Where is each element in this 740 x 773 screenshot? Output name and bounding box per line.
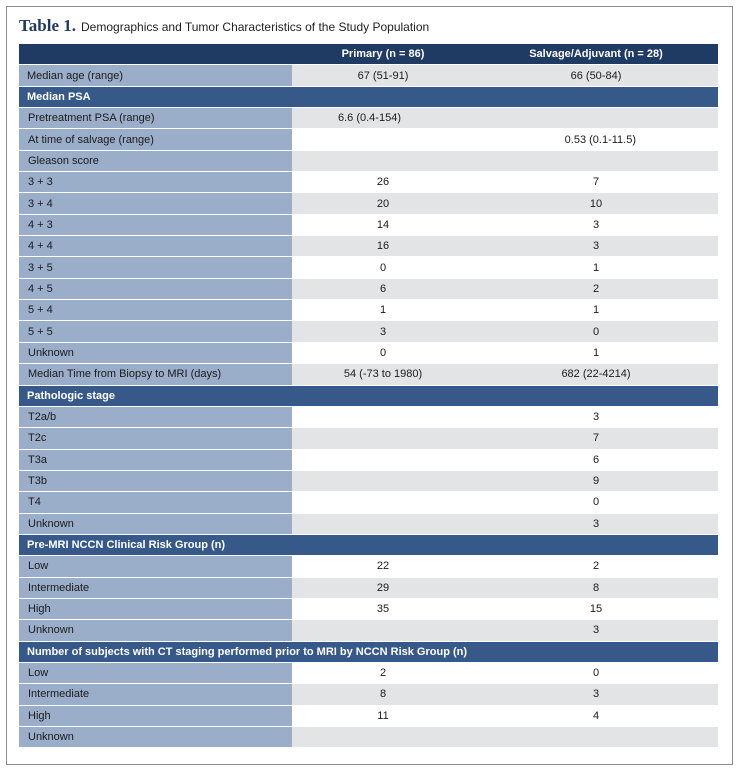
table-caption: Demographics and Tumor Characteristics of the Study Population bbox=[81, 20, 430, 34]
section-filler bbox=[474, 386, 718, 407]
table-row bbox=[19, 321, 718, 342]
row-label: 5 + 4 bbox=[19, 300, 292, 321]
primary-value: 6 bbox=[292, 279, 474, 300]
primary-value: 54 (-73 to 1980) bbox=[292, 364, 474, 385]
row-label: 4 + 5 bbox=[19, 279, 292, 300]
salvage-value: 3 bbox=[474, 620, 718, 641]
primary-value: 8 bbox=[292, 684, 474, 705]
primary-value: 3 bbox=[292, 321, 474, 342]
primary-value bbox=[292, 492, 474, 513]
primary-value: 67 (51-91) bbox=[292, 65, 474, 86]
row-label: 3 + 5 bbox=[19, 257, 292, 278]
table-row bbox=[19, 599, 718, 620]
salvage-value: 6 bbox=[474, 450, 718, 471]
header-label-cell bbox=[19, 44, 292, 65]
row-label: High bbox=[19, 706, 292, 727]
demographics-table bbox=[19, 44, 718, 748]
table-row bbox=[19, 684, 718, 705]
header-salvage: Salvage/Adjuvant (n = 28) bbox=[474, 44, 718, 65]
section-filler bbox=[474, 87, 718, 108]
section-header-row bbox=[19, 87, 718, 108]
table-row bbox=[19, 663, 718, 684]
salvage-value: 2 bbox=[474, 556, 718, 577]
table-row bbox=[19, 471, 718, 492]
table-row bbox=[19, 428, 718, 449]
primary-value bbox=[292, 407, 474, 428]
table-row bbox=[19, 450, 718, 471]
header-primary: Primary (n = 86) bbox=[292, 44, 474, 65]
salvage-value: 0 bbox=[474, 492, 718, 513]
primary-value: 6.6 (0.4-154) bbox=[292, 108, 474, 129]
salvage-value: 7 bbox=[474, 428, 718, 449]
section-label: Pre-MRI NCCN Clinical Risk Group (n) bbox=[19, 535, 292, 556]
primary-value: 0 bbox=[292, 343, 474, 364]
section-label: Pathologic stage bbox=[19, 386, 292, 407]
table-title bbox=[19, 16, 429, 40]
row-label: T3a bbox=[19, 450, 292, 471]
row-label: 4 + 3 bbox=[19, 215, 292, 236]
row-label: Unknown bbox=[19, 514, 292, 535]
primary-value: 1 bbox=[292, 300, 474, 321]
row-label: Intermediate bbox=[19, 578, 292, 599]
salvage-value: 7 bbox=[474, 172, 718, 193]
salvage-value: 2 bbox=[474, 279, 718, 300]
primary-value: 22 bbox=[292, 556, 474, 577]
table-row bbox=[19, 556, 718, 577]
section-header-row bbox=[19, 386, 718, 407]
salvage-value: 3 bbox=[474, 407, 718, 428]
row-label: Intermediate bbox=[19, 684, 292, 705]
table-row bbox=[19, 129, 718, 150]
table-row bbox=[19, 492, 718, 513]
table-row bbox=[19, 108, 718, 129]
section-label: Median PSA bbox=[19, 87, 292, 108]
salvage-value: 1 bbox=[474, 257, 718, 278]
table-row bbox=[19, 279, 718, 300]
salvage-value: 4 bbox=[474, 706, 718, 727]
row-label: T3b bbox=[19, 471, 292, 492]
row-label: High bbox=[19, 599, 292, 620]
row-label: Unknown bbox=[19, 343, 292, 364]
row-label: Low bbox=[19, 663, 292, 684]
row-label: Pretreatment PSA (range) bbox=[19, 108, 292, 129]
primary-value bbox=[292, 514, 474, 535]
table-row bbox=[19, 172, 718, 193]
row-label: Gleason score bbox=[19, 151, 292, 172]
primary-value: 35 bbox=[292, 599, 474, 620]
salvage-value: 0 bbox=[474, 663, 718, 684]
primary-value: 14 bbox=[292, 215, 474, 236]
primary-value bbox=[292, 727, 474, 748]
row-label: Unknown bbox=[19, 727, 292, 748]
primary-value bbox=[292, 450, 474, 471]
section-label: Number of subjects with CT staging performed prior to MRI by NCCN Risk Group (n) bbox=[19, 642, 718, 663]
section-header-row bbox=[19, 642, 718, 663]
primary-value: 2 bbox=[292, 663, 474, 684]
salvage-value: 8 bbox=[474, 578, 718, 599]
section-filler bbox=[292, 87, 474, 108]
salvage-value bbox=[474, 108, 718, 129]
table-row bbox=[19, 407, 718, 428]
salvage-value bbox=[474, 727, 718, 748]
row-label: Median age (range) bbox=[19, 65, 292, 86]
row-label: T4 bbox=[19, 492, 292, 513]
primary-value bbox=[292, 471, 474, 492]
row-label: Median Time from Biopsy to MRI (days) bbox=[19, 364, 292, 385]
table-row bbox=[19, 706, 718, 727]
primary-value: 29 bbox=[292, 578, 474, 599]
table-row bbox=[19, 578, 718, 599]
row-label: T2c bbox=[19, 428, 292, 449]
row-label: 3 + 3 bbox=[19, 172, 292, 193]
salvage-value: 682 (22-4214) bbox=[474, 364, 718, 385]
section-filler bbox=[292, 386, 474, 407]
section-header-row bbox=[19, 535, 718, 556]
primary-value bbox=[292, 428, 474, 449]
salvage-value: 1 bbox=[474, 343, 718, 364]
row-label: T2a/b bbox=[19, 407, 292, 428]
salvage-value: 15 bbox=[474, 599, 718, 620]
primary-value bbox=[292, 129, 474, 150]
primary-value: 0 bbox=[292, 257, 474, 278]
salvage-value: 1 bbox=[474, 300, 718, 321]
primary-value: 16 bbox=[292, 236, 474, 257]
table-row bbox=[19, 364, 718, 385]
table-row bbox=[19, 343, 718, 364]
section-filler bbox=[292, 535, 474, 556]
table-row bbox=[19, 65, 718, 86]
primary-value: 26 bbox=[292, 172, 474, 193]
row-label: Low bbox=[19, 556, 292, 577]
table-row bbox=[19, 620, 718, 641]
table-number: Table 1. bbox=[19, 16, 77, 35]
salvage-value: 3 bbox=[474, 684, 718, 705]
table-row bbox=[19, 300, 718, 321]
salvage-value: 3 bbox=[474, 236, 718, 257]
table-row bbox=[19, 257, 718, 278]
salvage-value bbox=[474, 151, 718, 172]
table-row bbox=[19, 514, 718, 535]
row-label: 3 + 4 bbox=[19, 193, 292, 214]
section-filler bbox=[474, 535, 718, 556]
salvage-value: 9 bbox=[474, 471, 718, 492]
salvage-value: 3 bbox=[474, 215, 718, 236]
row-label: 4 + 4 bbox=[19, 236, 292, 257]
table-row bbox=[19, 236, 718, 257]
salvage-value: 0 bbox=[474, 321, 718, 342]
table-row bbox=[19, 151, 718, 172]
salvage-value: 3 bbox=[474, 514, 718, 535]
primary-value: 20 bbox=[292, 193, 474, 214]
table-row bbox=[19, 193, 718, 214]
primary-value: 11 bbox=[292, 706, 474, 727]
primary-value bbox=[292, 620, 474, 641]
salvage-value: 10 bbox=[474, 193, 718, 214]
row-label: At time of salvage (range) bbox=[19, 129, 292, 150]
primary-value bbox=[292, 151, 474, 172]
salvage-value: 0.53 (0.1-11.5) bbox=[474, 129, 718, 150]
table-header-row bbox=[19, 44, 718, 65]
row-label: 5 + 5 bbox=[19, 321, 292, 342]
table-row bbox=[19, 727, 718, 748]
salvage-value: 66 (50-84) bbox=[474, 65, 718, 86]
table-row bbox=[19, 215, 718, 236]
row-label: Unknown bbox=[19, 620, 292, 641]
